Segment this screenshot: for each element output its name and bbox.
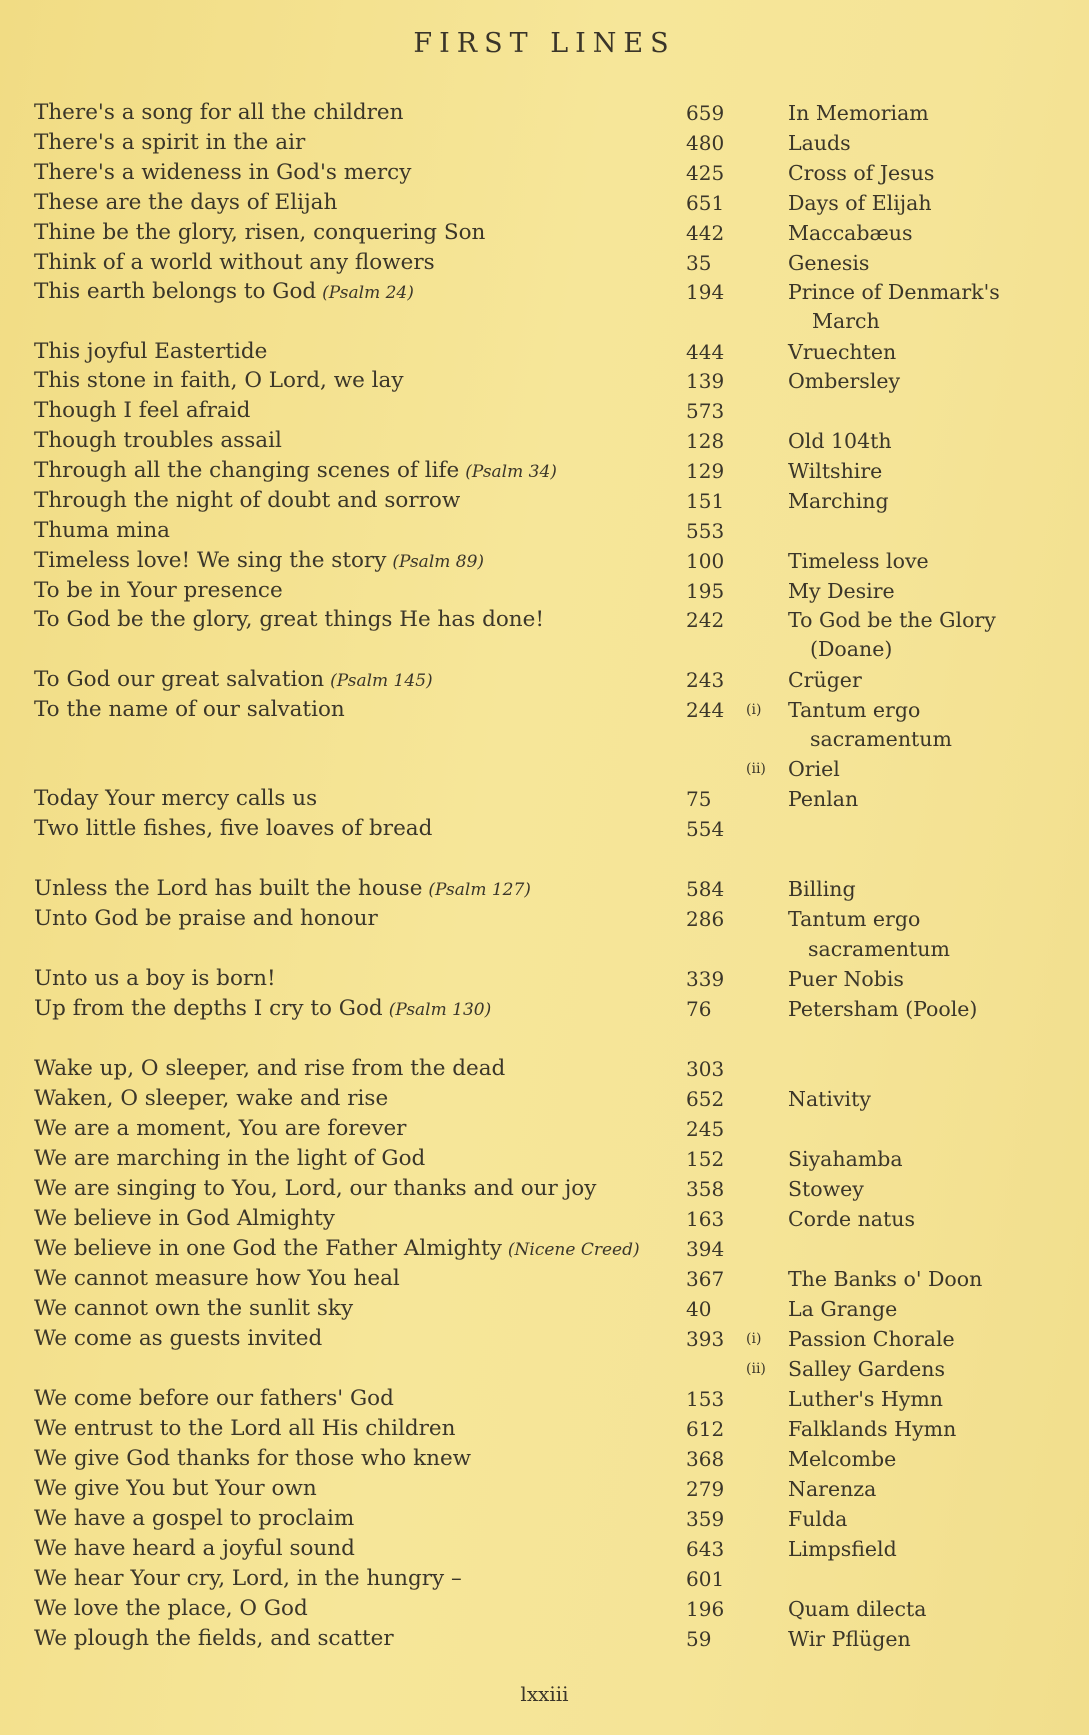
hymn-number: 444: [686, 340, 725, 364]
psalm-ref: (Psalm 145): [330, 671, 433, 691]
first-line: We love the place, O God: [34, 1596, 308, 1621]
hymn-number: 128: [686, 429, 725, 453]
first-line: We cannot measure how You heal: [34, 1266, 400, 1291]
first-line: There's a wideness in God's mercy: [34, 160, 412, 185]
list-item: [0, 994, 1089, 1024]
hymn-number: 367: [686, 1267, 725, 1291]
tune-name: Stowey: [788, 1177, 864, 1201]
first-line: We believe in one God the Father Almighty (Nicene Creed): [34, 1236, 640, 1261]
hymn-number: 152: [686, 1147, 725, 1171]
tune-name: Days of Elijah: [788, 191, 932, 215]
hymn-number: 196: [686, 1597, 725, 1621]
hymn-number: 75: [686, 787, 712, 811]
first-line: There's a spirit in the air: [34, 130, 306, 155]
list-item: [0, 366, 1089, 396]
psalm-ref: (Psalm 127): [428, 880, 531, 900]
hymn-number: 612: [686, 1417, 725, 1441]
first-line: Unto God be praise and honour: [34, 906, 378, 931]
hymn-number: 358: [686, 1177, 725, 1201]
list-item: [0, 1264, 1089, 1294]
first-line: We are marching in the light of God: [34, 1146, 426, 1171]
psalm-ref: (Psalm 130): [388, 1000, 492, 1020]
first-line: We cannot own the sunlit sky: [34, 1296, 354, 1321]
first-line: These are the days of Elijah: [34, 190, 338, 215]
tune-name-continued: sacramentum: [808, 937, 950, 961]
hymn-number: 480: [686, 131, 725, 155]
hymn-number: 651: [686, 191, 725, 215]
first-line: We plough the fields, and scatter: [34, 1626, 394, 1651]
hymn-number: 244: [686, 698, 725, 722]
first-line: Unto us a boy is born!: [34, 966, 276, 991]
hymn-number: 601: [686, 1567, 725, 1591]
variant-marker: (i): [746, 702, 762, 718]
tune-name-continued: (Doane): [810, 637, 893, 661]
first-line: We entrust to the Lord all His children: [34, 1416, 456, 1441]
tune-name: Timeless love: [788, 549, 929, 573]
list-item: [0, 456, 1089, 486]
hymn-number: 153: [686, 1387, 725, 1411]
tune-name: Melcombe: [788, 1447, 897, 1471]
list-item: [0, 188, 1089, 218]
tune-name: Genesis: [788, 251, 870, 275]
first-line: Thine be the glory, risen, conquering Son: [34, 220, 486, 245]
list-item: [0, 576, 1089, 606]
first-line: Waken, O sleeper, wake and rise: [34, 1086, 389, 1111]
tune-name: Tantum ergo: [788, 698, 921, 722]
first-line: To God our great salvation (Psalm 145): [34, 667, 433, 692]
psalm-ref: (Psalm 24): [322, 283, 414, 303]
tune-name: Falklands Hymn: [788, 1417, 957, 1441]
first-line: To the name of our salvation: [34, 697, 345, 722]
tune-name: La Grange: [788, 1297, 898, 1321]
tune-name: Maccabæus: [788, 221, 913, 245]
first-line: We come as guests invited: [34, 1326, 323, 1351]
list-item: [0, 1114, 1089, 1144]
list-item: [0, 1534, 1089, 1564]
hymn-number: 279: [686, 1477, 725, 1501]
list-item: [0, 904, 1089, 934]
first-line: Thuma mina: [34, 518, 171, 543]
first-line: Two little fishes, five loaves of bread: [34, 816, 433, 841]
first-line: Wake up, O sleeper, and rise from the dead: [34, 1056, 506, 1081]
list-item: [0, 486, 1089, 516]
first-line: We give You but Your own: [34, 1476, 317, 1501]
list-item: [0, 426, 1089, 456]
list-item: [0, 695, 1089, 725]
list-item: [0, 874, 1089, 904]
tune-name: My Desire: [788, 579, 895, 603]
tune-name-continued: March: [812, 309, 880, 333]
list-item: [0, 1594, 1089, 1624]
first-line: Through the night of doubt and sorrow: [34, 488, 461, 513]
first-line: This joyful Eastertide: [34, 339, 268, 364]
psalm-ref: (Psalm 34): [465, 462, 557, 482]
page-title: FIRST LINES: [413, 28, 676, 59]
tune-name: Crüger: [788, 668, 862, 692]
list-item: [0, 1054, 1089, 1084]
list-item: [0, 1564, 1089, 1594]
hymn-number: 359: [686, 1507, 725, 1531]
hymn-number: 163: [686, 1207, 725, 1231]
list-item: [0, 306, 1089, 336]
tune-name: Prince of Denmark's: [788, 280, 1000, 304]
list-item: [0, 665, 1089, 695]
list-item: [0, 1384, 1089, 1414]
first-line: Though I feel afraid: [34, 398, 251, 423]
list-item: [0, 546, 1089, 576]
list-item: [0, 1354, 1089, 1384]
list-item: [0, 98, 1089, 128]
list-item: [0, 1624, 1089, 1654]
hymn-number: 659: [686, 101, 725, 125]
first-line: This earth belongs to God (Psalm 24): [34, 279, 414, 304]
hymn-number: 245: [686, 1117, 725, 1141]
list-item: [0, 277, 1089, 307]
tune-name: In Memoriam: [788, 101, 929, 125]
tune-name: The Banks o' Doon: [788, 1267, 983, 1291]
first-line: We are a moment, You are forever: [34, 1116, 407, 1141]
tune-name: Ombersley: [788, 369, 901, 393]
tune-name: Cross of Jesus: [788, 161, 935, 185]
tune-name: Vruechten: [788, 340, 897, 364]
list-item: [0, 1294, 1089, 1324]
hymn-number: 553: [686, 519, 725, 543]
hymn-number: 643: [686, 1537, 725, 1561]
tune-name: Fulda: [788, 1507, 848, 1531]
list-item: [0, 218, 1089, 248]
list-item: [0, 516, 1089, 546]
list-item: [0, 1504, 1089, 1534]
hymn-number: 393: [686, 1327, 725, 1351]
first-line: We are singing to You, Lord, our thanks and our joy: [34, 1176, 597, 1201]
variant-marker: (i): [746, 1331, 762, 1347]
hymn-number: 242: [686, 608, 725, 632]
list-item: [0, 934, 1089, 964]
list-item: [0, 1144, 1089, 1174]
first-line: Today Your mercy calls us: [34, 786, 318, 811]
hymn-number: 442: [686, 221, 725, 245]
first-line: Timeless love! We sing the story (Psalm 89): [34, 548, 485, 573]
list-item: [0, 605, 1089, 635]
list-item: [0, 634, 1089, 664]
hymn-number: 76: [686, 997, 712, 1021]
hymn-number: 151: [686, 489, 725, 513]
tune-name: Siyahamba: [788, 1147, 903, 1171]
list-item: [0, 784, 1089, 814]
tune-name: Passion Chorale: [788, 1327, 955, 1351]
first-line: Though troubles assail: [34, 428, 282, 453]
list-item: [0, 248, 1089, 278]
tune-name-continued: sacramentum: [810, 727, 952, 751]
list-item: [0, 1324, 1089, 1354]
first-line: We believe in God Almighty: [34, 1206, 335, 1231]
hymn-number: 100: [686, 549, 725, 573]
hymn-number: 573: [686, 399, 725, 423]
list-item: [0, 1474, 1089, 1504]
variant-marker: (ii): [746, 1361, 766, 1377]
list-item: [0, 754, 1089, 784]
hymn-number: 40: [686, 1297, 712, 1321]
hymn-number: 195: [686, 579, 725, 603]
first-line: We have heard a joyful sound: [34, 1536, 355, 1561]
list-item: [0, 724, 1089, 754]
hymn-number: 425: [686, 161, 725, 185]
hymn-number: 394: [686, 1237, 725, 1261]
first-line: There's a song for all the children: [34, 100, 404, 125]
first-line: We have a gospel to proclaim: [34, 1506, 355, 1531]
hymn-number: 652: [686, 1087, 725, 1111]
list-item: [0, 1444, 1089, 1474]
first-line: Through all the changing scenes of life (Psalm 34): [34, 458, 557, 483]
tune-name: Quam dilecta: [788, 1597, 927, 1621]
list-item: [0, 1204, 1089, 1234]
tune-name: Oriel: [788, 757, 840, 781]
list-item: [0, 158, 1089, 188]
list-item: [0, 1414, 1089, 1444]
page-number: lxxiii: [520, 1682, 569, 1706]
first-line: We come before our fathers' God: [34, 1386, 394, 1411]
list-item: [0, 337, 1089, 367]
tune-name: Puer Nobis: [788, 967, 904, 991]
first-line: We give God thanks for those who knew: [34, 1446, 472, 1471]
first-line: Unless the Lord has built the house (Psalm 127): [34, 876, 531, 901]
hymn-number: 339: [686, 967, 725, 991]
hymn-number: 554: [686, 817, 725, 841]
hymn-number: 139: [686, 369, 725, 393]
tune-name: Salley Gardens: [788, 1357, 945, 1381]
tune-name: Corde natus: [788, 1207, 915, 1231]
first-line: To God be the glory, great things He has done!: [34, 607, 545, 632]
hymn-number: 129: [686, 459, 725, 483]
hymn-number: 368: [686, 1447, 725, 1471]
tune-name: Nativity: [788, 1087, 871, 1111]
variant-marker: (ii): [746, 761, 766, 777]
list-item: [0, 964, 1089, 994]
first-line: Up from the depths I cry to God (Psalm 130): [34, 996, 492, 1021]
tune-name: Limpsfield: [788, 1537, 897, 1561]
tune-name: Tantum ergo: [788, 907, 921, 931]
hymn-number: 303: [686, 1057, 725, 1081]
list-item: [0, 1174, 1089, 1204]
first-line: This stone in faith, O Lord, we lay: [34, 368, 404, 393]
hymn-number: 59: [686, 1627, 712, 1651]
list-item: [0, 814, 1089, 844]
first-line: To be in Your presence: [34, 578, 283, 603]
tune-name: To God be the Glory: [788, 608, 996, 632]
hymn-number: 286: [686, 907, 725, 931]
tune-name: Billing: [788, 877, 856, 901]
list-item: [0, 128, 1089, 158]
tune-name: Luther's Hymn: [788, 1387, 943, 1411]
psalm-ref: (Psalm 89): [392, 552, 485, 572]
psalm-ref: (Nicene Creed): [507, 1240, 640, 1260]
hymn-number: 584: [686, 877, 725, 901]
tune-name: Marching: [788, 489, 889, 513]
tune-name: Lauds: [788, 131, 851, 155]
list-item: [0, 1084, 1089, 1114]
tune-name: Petersham (Poole): [788, 997, 978, 1021]
list-item: [0, 1234, 1089, 1264]
tune-name: Penlan: [788, 787, 859, 811]
first-line: We hear Your cry, Lord, in the hungry –: [34, 1566, 462, 1591]
hymn-number: 194: [686, 280, 725, 304]
tune-name: Narenza: [788, 1477, 877, 1501]
tune-name: Old 104th: [788, 429, 892, 453]
list-item: [0, 396, 1089, 426]
hymn-number: 243: [686, 668, 725, 692]
first-line: Think of a world without any flowers: [34, 250, 435, 275]
hymn-number: 35: [686, 251, 712, 275]
tune-name: Wiltshire: [788, 459, 883, 483]
tune-name: Wir Pflügen: [788, 1627, 911, 1651]
